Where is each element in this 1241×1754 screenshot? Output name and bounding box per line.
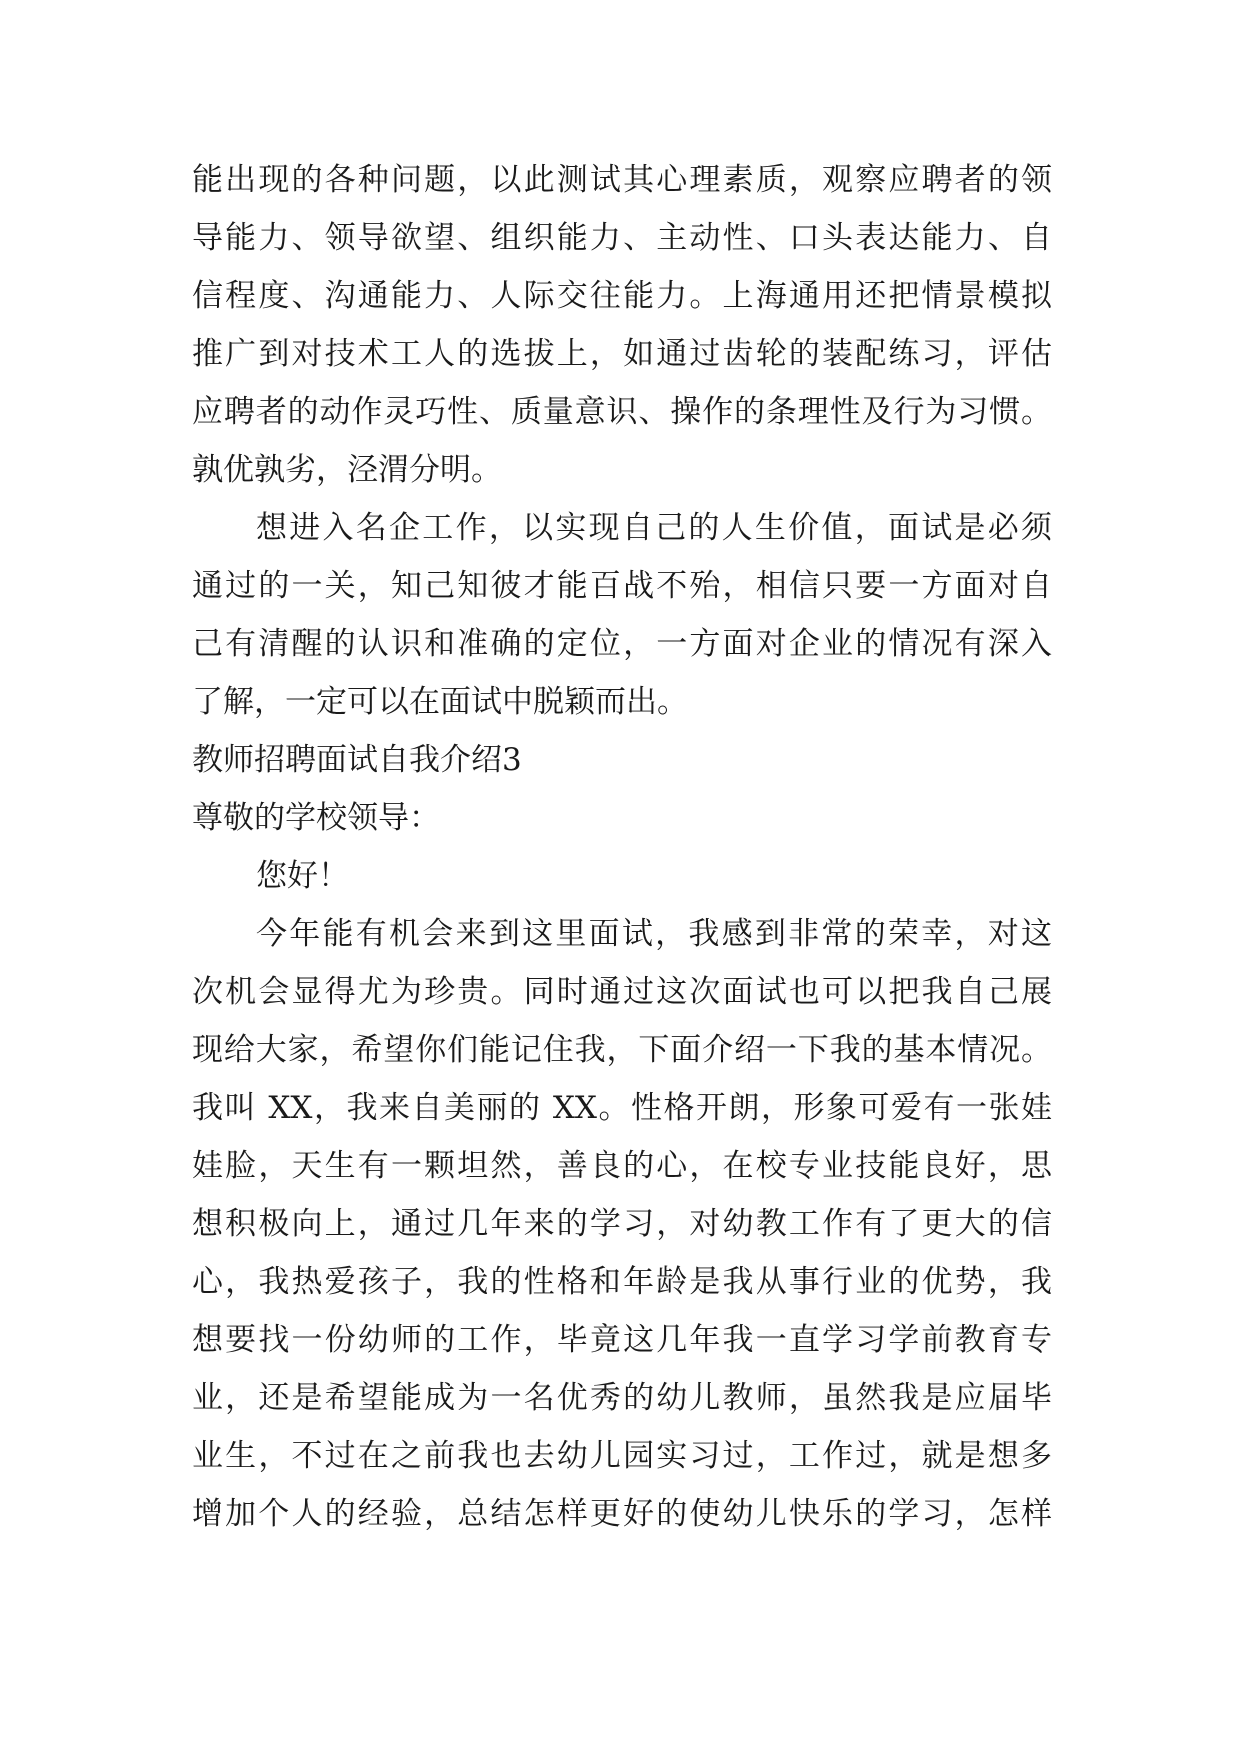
paragraph-line: 增加个人的经验，总结怎样更好的使幼儿快乐的学习，怎样 — [192, 1496, 1052, 1532]
paragraph-line: 应聘者的动作灵巧性、质量意识、操作的条理性及行为习惯。 — [192, 394, 1052, 430]
greeting: 您好！ — [256, 858, 349, 894]
paragraph-line: 能出现的各种问题，以此测试其心理素质，观察应聘者的领 — [192, 162, 1052, 198]
paragraph-line: 想要找一份幼师的工作，毕竟这几年我一直学习学前教育专 — [192, 1322, 1052, 1358]
paragraph-line: 导能力、领导欲望、组织能力、主动性、口头表达能力、自 — [192, 220, 1052, 256]
paragraph-line: 业，还是希望能成为一名优秀的幼儿教师，虽然我是应届毕 — [192, 1380, 1052, 1416]
paragraph-line: 信程度、沟通能力、人际交往能力。上海通用还把情景模拟 — [192, 278, 1052, 314]
paragraph-line: 推广到对技术工人的选拔上，如通过齿轮的装配练习，评估 — [192, 336, 1052, 372]
paragraph-line: 想进入名企工作，以实现自己的人生价值，面试是必须 — [256, 510, 1052, 546]
paragraph-line: 娃脸，天生有一颗坦然，善良的心，在校专业技能良好，思 — [192, 1148, 1052, 1184]
paragraph-line: 今年能有机会来到这里面试，我感到非常的荣幸，对这 — [256, 916, 1052, 952]
paragraph-line: 想积极向上，通过几年来的学习，对幼教工作有了更大的信 — [192, 1206, 1052, 1242]
paragraph-line: 孰优孰劣，泾渭分明。 — [192, 452, 502, 488]
section-heading: 教师招聘面试自我介绍3 — [192, 742, 522, 778]
paragraph-line: 己有清醒的认识和准确的定位，一方面对企业的情况有深入 — [192, 626, 1052, 662]
paragraph-line: 了解，一定可以在面试中脱颖而出。 — [192, 684, 688, 720]
paragraph-line: 心，我热爱孩子，我的性格和年龄是我从事行业的优势，我 — [192, 1264, 1052, 1300]
paragraph-line: 我叫 XX，我来自美丽的 XX。性格开朗，形象可爱有一张娃 — [192, 1090, 1052, 1126]
paragraph-line: 业生，不过在之前我也去幼儿园实习过，工作过，就是想多 — [192, 1438, 1052, 1474]
salutation: 尊敬的学校领导： — [192, 800, 440, 836]
paragraph-line: 次机会显得尤为珍贵。同时通过这次面试也可以把我自己展 — [192, 974, 1052, 1010]
paragraph-line: 通过的一关，知己知彼才能百战不殆，相信只要一方面对自 — [192, 568, 1052, 604]
paragraph-line: 现给大家，希望你们能记住我，下面介绍一下我的基本情况。 — [192, 1032, 1052, 1068]
